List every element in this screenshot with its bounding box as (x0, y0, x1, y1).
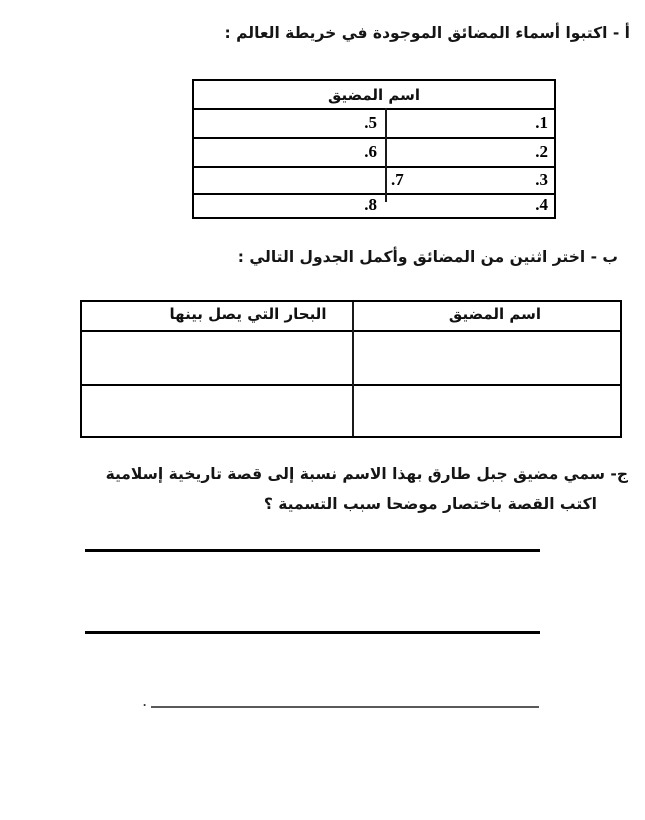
strait-names-table (192, 79, 556, 219)
connected-seas-cell-row1 (82, 332, 352, 382)
strait-number-3: .3 (535, 169, 548, 189)
section-c-statement: ج- سمي مضيق جبل طارق بهذا الاسم نسبة إلى قصة تاريخية إسلامية (105, 465, 628, 483)
connected-seas-cell-row2 (82, 386, 352, 436)
column-header-connected-seas: البحار التي يصل بينها (169, 305, 327, 323)
answer-end-period: . (143, 694, 147, 709)
table-a-row-2 (194, 137, 554, 166)
strait-name-cell-row2 (354, 386, 620, 436)
section-b-heading: ب - اختر اثنين من المضائق وأكمل الجدول التالي : (237, 248, 618, 266)
answer-line-3 (151, 706, 539, 708)
table-a-row-4 (194, 193, 554, 217)
answer-line-1 (85, 549, 540, 552)
strait-number-7: .7 (391, 169, 404, 189)
section-a-heading: أ - اكتبوا أسماء المضائق الموجودة في خريطة العالم : (224, 24, 630, 42)
strait-number-6: .6 (364, 141, 377, 161)
strait-number-5: .5 (364, 112, 377, 132)
strait-number-8: .8 (364, 195, 377, 214)
table-a-row-3 (194, 166, 554, 193)
strait-number-1: .1 (535, 112, 548, 132)
strait-number-2: .2 (535, 141, 548, 161)
strait-number-4: .4 (535, 195, 548, 214)
column-header-strait-name: اسم المضيق (448, 305, 542, 323)
table-a-row-1 (194, 108, 554, 137)
strait-comparison-table (80, 300, 622, 438)
strait-name-cell-row1 (354, 332, 620, 382)
section-c-question: اكتب القصة باختصار موضحا سبب التسمية ؟ (263, 495, 597, 513)
strait-names-table-header: اسم المضيق (327, 85, 421, 104)
answer-line-2 (85, 631, 540, 634)
